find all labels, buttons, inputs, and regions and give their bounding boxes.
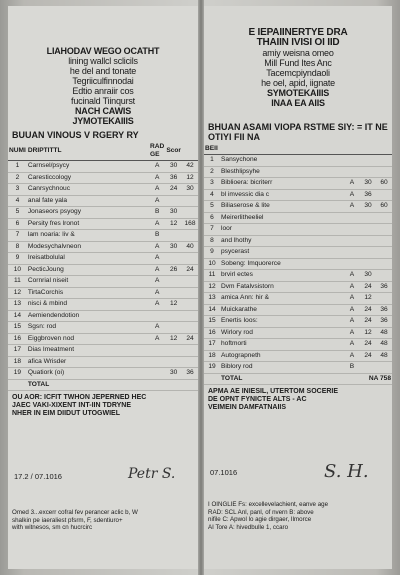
table-cell [376, 235, 392, 247]
table-cell: 19 [204, 362, 220, 374]
table-cell [376, 362, 392, 374]
table-cell: A [149, 253, 165, 265]
table-cell [165, 310, 182, 322]
column-header: DRIPTITTL [27, 142, 149, 161]
table-cell: 60 [376, 178, 392, 190]
left-table-title: BUUAN VINOUS V RGERY RY [12, 130, 139, 140]
table-cell: 12 [165, 299, 182, 311]
table-row [204, 281, 392, 293]
table-cell: nisci & mbind [27, 299, 149, 311]
table-cell: 4 [204, 189, 220, 201]
table-cell: Dias Imeatment [27, 345, 149, 357]
column-header: BEII [204, 144, 220, 155]
table-cell: TirtaCorchis [27, 287, 149, 299]
table-cell [360, 224, 376, 236]
table-cell [360, 235, 376, 247]
right-note-line: I OINGLIE Fs: excellevelachient, eanve age [208, 501, 329, 508]
total-row [204, 373, 392, 385]
table-cell [182, 195, 198, 207]
right-notes [208, 501, 328, 531]
table-cell: A [149, 322, 165, 334]
table-cell: 8 [204, 235, 220, 247]
table-cell: 10 [8, 264, 27, 276]
right-note-line: nifile C: Apwol lo agie dirgaer, Ilmorce [208, 516, 312, 523]
table-cell [344, 247, 360, 259]
table-cell: 9 [8, 253, 27, 265]
table-cell: 24 [165, 184, 182, 196]
table-cell: 30 [165, 161, 182, 173]
table-cell: 11 [8, 276, 27, 288]
right-header-line: INAA EA AIIS [271, 98, 325, 108]
left-note-line: with witnesos, sm cn hucrcirc [12, 524, 93, 531]
table-row [8, 299, 198, 311]
table-cell: 30 [165, 207, 182, 219]
table-row [204, 235, 392, 247]
table-cell [376, 212, 392, 224]
table-cell: A [149, 241, 165, 253]
table-cell: A [149, 195, 165, 207]
right-footer-line: VEIMEIN DAMFATNAIIS [208, 404, 287, 411]
left-header-line: NACH CAWIS [75, 106, 131, 116]
right-signature: S. H. [324, 461, 369, 482]
table-cell: A [149, 161, 165, 173]
table-cell [344, 258, 360, 270]
table-cell: 1 [204, 155, 220, 167]
table-cell: 36 [360, 189, 376, 201]
table-cell: 2 [8, 172, 27, 184]
table-cell: 40 [182, 241, 198, 253]
right-footer [208, 388, 388, 412]
right-header-line: THAIIN IVISI OI IID [256, 37, 340, 48]
table-row [204, 270, 392, 282]
table-cell [376, 155, 392, 167]
total-label: TOTAL [27, 379, 149, 391]
table-cell: A [344, 281, 360, 293]
table-cell: 12 [8, 287, 27, 299]
table-cell: A [344, 316, 360, 328]
table-cell [376, 247, 392, 259]
table-cell [149, 310, 165, 322]
left-header-line: lining wallcl sclicils [68, 56, 138, 66]
table-cell: 15 [8, 322, 27, 334]
left-header-line: he del and tonate [69, 66, 137, 76]
table-cell [344, 166, 360, 178]
table-row [204, 201, 392, 213]
table-cell [376, 293, 392, 305]
table-cell: 36 [376, 281, 392, 293]
table-cell: 16 [8, 333, 27, 345]
table-row [8, 195, 198, 207]
left-signature: Petr S. [128, 466, 176, 482]
table-row [204, 155, 392, 167]
column-header [182, 142, 198, 161]
table-cell [376, 189, 392, 201]
table-cell: 12 [360, 327, 376, 339]
table-row [204, 304, 392, 316]
table-cell: 12 [204, 281, 220, 293]
left-note-line: Omed 3...excerr cofral fev perancer aclic b, W [12, 509, 138, 516]
table-cell: Wirlory rod [220, 327, 344, 339]
table-cell: 12 [165, 218, 182, 230]
table-cell: 168 [182, 218, 198, 230]
table-cell: 5 [204, 201, 220, 213]
table-cell: 24 [360, 281, 376, 293]
table-cell: 48 [376, 350, 392, 362]
table-cell [165, 287, 182, 299]
table-cell: Biliaserose & lite [220, 201, 344, 213]
table-cell: 14 [204, 304, 220, 316]
table-row [204, 178, 392, 190]
table-cell [165, 253, 182, 265]
table-cell: amica Ann: hir & [220, 293, 344, 305]
table-cell: A [149, 264, 165, 276]
table-cell: Caresticcology [27, 172, 149, 184]
table-row [8, 172, 198, 184]
right-header-line: E IEPAIINERTYE DRA [248, 27, 348, 38]
left-date: 17.2 / 07.1016 [14, 472, 62, 481]
table-cell: and lhothy [220, 235, 344, 247]
table-cell: Modesychalvneon [27, 241, 149, 253]
table-cell: 14 [8, 310, 27, 322]
table-row [204, 293, 392, 305]
table-cell [165, 322, 182, 334]
table-cell [165, 356, 182, 368]
table-cell: 1 [8, 161, 27, 173]
table-cell: 24 [182, 333, 198, 345]
table-cell: 36 [376, 304, 392, 316]
table-cell: B [344, 362, 360, 374]
table-cell: 4 [8, 195, 27, 207]
table-cell [165, 276, 182, 288]
table-cell [376, 166, 392, 178]
table-cell: 24 [182, 264, 198, 276]
table-cell: 12 [165, 333, 182, 345]
table-cell: 7 [204, 224, 220, 236]
right-note-line: RAD: SCL Anl, panl, of nvern B: above [208, 508, 314, 516]
table-cell: Carnsel/psycy [27, 161, 149, 173]
table-row [8, 218, 198, 230]
table-cell: 26 [165, 264, 182, 276]
table-cell: Persity fres lronot [27, 218, 149, 230]
table-cell: A [344, 350, 360, 362]
table-row [8, 368, 198, 380]
column-header [220, 144, 344, 155]
table-row [8, 241, 198, 253]
table-cell [344, 235, 360, 247]
table-cell [182, 253, 198, 265]
table-cell: 60 [376, 201, 392, 213]
table-cell: 30 [360, 270, 376, 282]
column-header: RAD GE [149, 142, 165, 161]
table-cell [376, 258, 392, 270]
table-cell: 11 [204, 270, 220, 282]
table-cell [360, 362, 376, 374]
table-cell [182, 276, 198, 288]
table-cell: 12 [182, 172, 198, 184]
table-row [8, 184, 198, 196]
table-cell: 3 [8, 184, 27, 196]
table-cell [360, 212, 376, 224]
right-header-line: Mill Fund Ites Anc [264, 58, 332, 68]
left-header-line: Edtio anraiir cos [72, 86, 134, 96]
table-cell [149, 368, 165, 380]
table-cell: Sobeng: Imquorerce [220, 258, 344, 270]
column-header [376, 144, 392, 155]
table-cell: Ireisatbolulal [27, 253, 149, 265]
table-row [8, 287, 198, 299]
table-cell: Canrsychnouc [27, 184, 149, 196]
table-cell: B [149, 230, 165, 242]
table-cell: 13 [204, 293, 220, 305]
table-cell: 18 [8, 356, 27, 368]
table-cell: A [344, 189, 360, 201]
table-cell: afica Wrisder [27, 356, 149, 368]
table-row [204, 212, 392, 224]
table-cell: A [344, 270, 360, 282]
table-cell: A [344, 327, 360, 339]
table-cell [182, 345, 198, 357]
table-cell: 8 [8, 241, 27, 253]
table-row [204, 189, 392, 201]
table-cell [360, 166, 376, 178]
left-footer-line: NHER IN EIM DIIDUT UTOGWIEL [12, 410, 120, 417]
table-cell: Quatiork (oi) [27, 368, 149, 380]
table-cell [149, 356, 165, 368]
left-note-line: shalkin pe iaeraliest pfsrm, F, sdentiuro+ [12, 516, 123, 524]
right-header-line: amiy weisna omeo [262, 48, 334, 58]
column-header [344, 144, 360, 155]
table-cell: 6 [8, 218, 27, 230]
table-row [204, 247, 392, 259]
table-cell [182, 299, 198, 311]
table-cell: A [344, 178, 360, 190]
table-cell: 30 [182, 184, 198, 196]
table-cell: lam noaria: liv & [27, 230, 149, 242]
right-page [204, 6, 392, 569]
table-cell: 2 [204, 166, 220, 178]
right-date: 07.1016 [210, 468, 238, 477]
table-cell: 10 [204, 258, 220, 270]
table-row [8, 264, 198, 276]
table-row [8, 276, 198, 288]
right-header-line: SYMOTEKAIIIS [266, 88, 330, 98]
table-cell: 17 [8, 345, 27, 357]
table-cell: 30 [165, 241, 182, 253]
table-row [8, 253, 198, 265]
left-header [8, 46, 198, 126]
table-cell: A [149, 172, 165, 184]
left-footer-line: OU AOR: ICFIT TWHON JEPERNED HEC [12, 394, 147, 401]
right-header [204, 28, 392, 108]
table-cell: Cornrial niseit [27, 276, 149, 288]
table-cell: 7 [8, 230, 27, 242]
right-footer-line: APMA AE INIESIL, UTERTOM SOCERIE [208, 388, 339, 395]
table-cell: 6 [204, 212, 220, 224]
total-value: NA 758 [344, 373, 392, 385]
table-cell: Meirerlitheeliel [220, 212, 344, 224]
table-cell [165, 230, 182, 242]
right-header-line: Tacemcpiyndaoli [266, 68, 330, 78]
table-cell [344, 224, 360, 236]
table-cell [149, 345, 165, 357]
table-row [204, 339, 392, 351]
table-cell [165, 345, 182, 357]
right-table-title: BHUAN ASAMI VIOPA RSTME SIY: = IT NE OTIYI FII NA [208, 122, 388, 142]
table-row [204, 258, 392, 270]
left-notes [12, 509, 138, 532]
table-cell: Sansychone [220, 155, 344, 167]
table-cell [360, 155, 376, 167]
table-cell: 30 [360, 178, 376, 190]
table-cell: Dvm Fatalvsistorn [220, 281, 344, 293]
table-cell: A [149, 218, 165, 230]
table-cell: 36 [182, 368, 198, 380]
table-cell: 9 [204, 247, 220, 259]
table-cell: Autograpneth [220, 350, 344, 362]
table-cell: A [149, 333, 165, 345]
column-header [360, 144, 376, 155]
table-cell: Jonaseors psyogy [27, 207, 149, 219]
table-row [8, 310, 198, 322]
table-cell: A [149, 287, 165, 299]
table-cell: anal fate yala [27, 195, 149, 207]
table-cell: Aemiendendotion [27, 310, 149, 322]
table-cell: brvirl ectes [220, 270, 344, 282]
left-grade-table [8, 142, 198, 391]
table-cell: 30 [360, 201, 376, 213]
table-cell: 36 [376, 316, 392, 328]
table-cell: Enertis Ioos: [220, 316, 344, 328]
table-row [8, 356, 198, 368]
left-footer [12, 394, 194, 418]
table-cell: Eiggbroven nod [27, 333, 149, 345]
table-cell: 30 [165, 368, 182, 380]
table-row [8, 207, 198, 219]
right-footer-line: DE OPNT FYNICTE ALTS - AC [208, 396, 307, 403]
table-row [8, 333, 198, 345]
table-cell: 24 [360, 339, 376, 351]
table-row [204, 362, 392, 374]
left-header-line: Tegriiculfinnodai [72, 76, 134, 86]
table-cell: 13 [8, 299, 27, 311]
left-page [8, 6, 198, 569]
table-cell: 3 [204, 178, 220, 190]
table-row [204, 166, 392, 178]
table-cell: 19 [8, 368, 27, 380]
table-cell [360, 247, 376, 259]
table-cell: 17 [204, 339, 220, 351]
table-cell: A [344, 293, 360, 305]
table-cell: A [149, 276, 165, 288]
total-label: TOTAL [220, 373, 344, 385]
table-cell: Biblioera: bicriterr [220, 178, 344, 190]
table-cell: 24 [360, 350, 376, 362]
table-row [204, 327, 392, 339]
left-header-line: fucinald Tiinqurst [71, 96, 135, 106]
table-cell: 15 [204, 316, 220, 328]
table-cell: 18 [204, 350, 220, 362]
table-cell: 42 [182, 161, 198, 173]
table-row [204, 350, 392, 362]
table-cell: Muickarathe [220, 304, 344, 316]
table-cell: 48 [376, 339, 392, 351]
left-header-line: LIAHODAV WEGO OCATHT [46, 46, 160, 56]
table-cell: A [344, 339, 360, 351]
table-cell [376, 270, 392, 282]
table-cell [360, 258, 376, 270]
table-cell: 5 [8, 207, 27, 219]
table-cell: 16 [204, 327, 220, 339]
right-note-line: AI Tore A: hivedbulle 1, ccaro [208, 523, 289, 531]
table-cell [165, 195, 182, 207]
right-header-line: he oel, apid, iignate [261, 78, 335, 88]
table-cell: hoftmorti [220, 339, 344, 351]
table-cell [182, 230, 198, 242]
table-cell: A [149, 299, 165, 311]
table-cell: B [149, 207, 165, 219]
table-row [8, 345, 198, 357]
table-cell [182, 356, 198, 368]
table-cell: PecticJoung [27, 264, 149, 276]
table-cell: 12 [360, 293, 376, 305]
table-cell: 48 [376, 327, 392, 339]
table-cell [344, 155, 360, 167]
table-cell [182, 310, 198, 322]
table-row [204, 224, 392, 236]
table-row [8, 230, 198, 242]
table-cell [182, 207, 198, 219]
left-header-line: JYMOTEKAIIIS [72, 116, 134, 126]
table-cell: Sgsn: rod [27, 322, 149, 334]
table-cell: 24 [360, 316, 376, 328]
table-cell: Biblory rod [220, 362, 344, 374]
table-cell: 36 [165, 172, 182, 184]
table-row [204, 316, 392, 328]
table-cell [182, 287, 198, 299]
table-cell: bl imvessic dia c [220, 189, 344, 201]
table-cell: 24 [360, 304, 376, 316]
table-cell: A [344, 304, 360, 316]
table-row [8, 161, 198, 173]
total-row [8, 379, 198, 391]
table-cell [182, 322, 198, 334]
table-cell: A [344, 201, 360, 213]
column-header: NUMI [8, 142, 27, 161]
table-cell: loor [220, 224, 344, 236]
table-cell: A [149, 184, 165, 196]
table-row [8, 322, 198, 334]
column-header: Scor [165, 142, 182, 161]
table-cell [344, 212, 360, 224]
table-cell: psycerast [220, 247, 344, 259]
right-grade-table [204, 144, 392, 385]
left-footer-line: JAEC VAKI-XIXENT INT-IIN TDRYNE [12, 402, 132, 409]
table-cell [376, 224, 392, 236]
table-cell: Blesthlipsyhe [220, 166, 344, 178]
